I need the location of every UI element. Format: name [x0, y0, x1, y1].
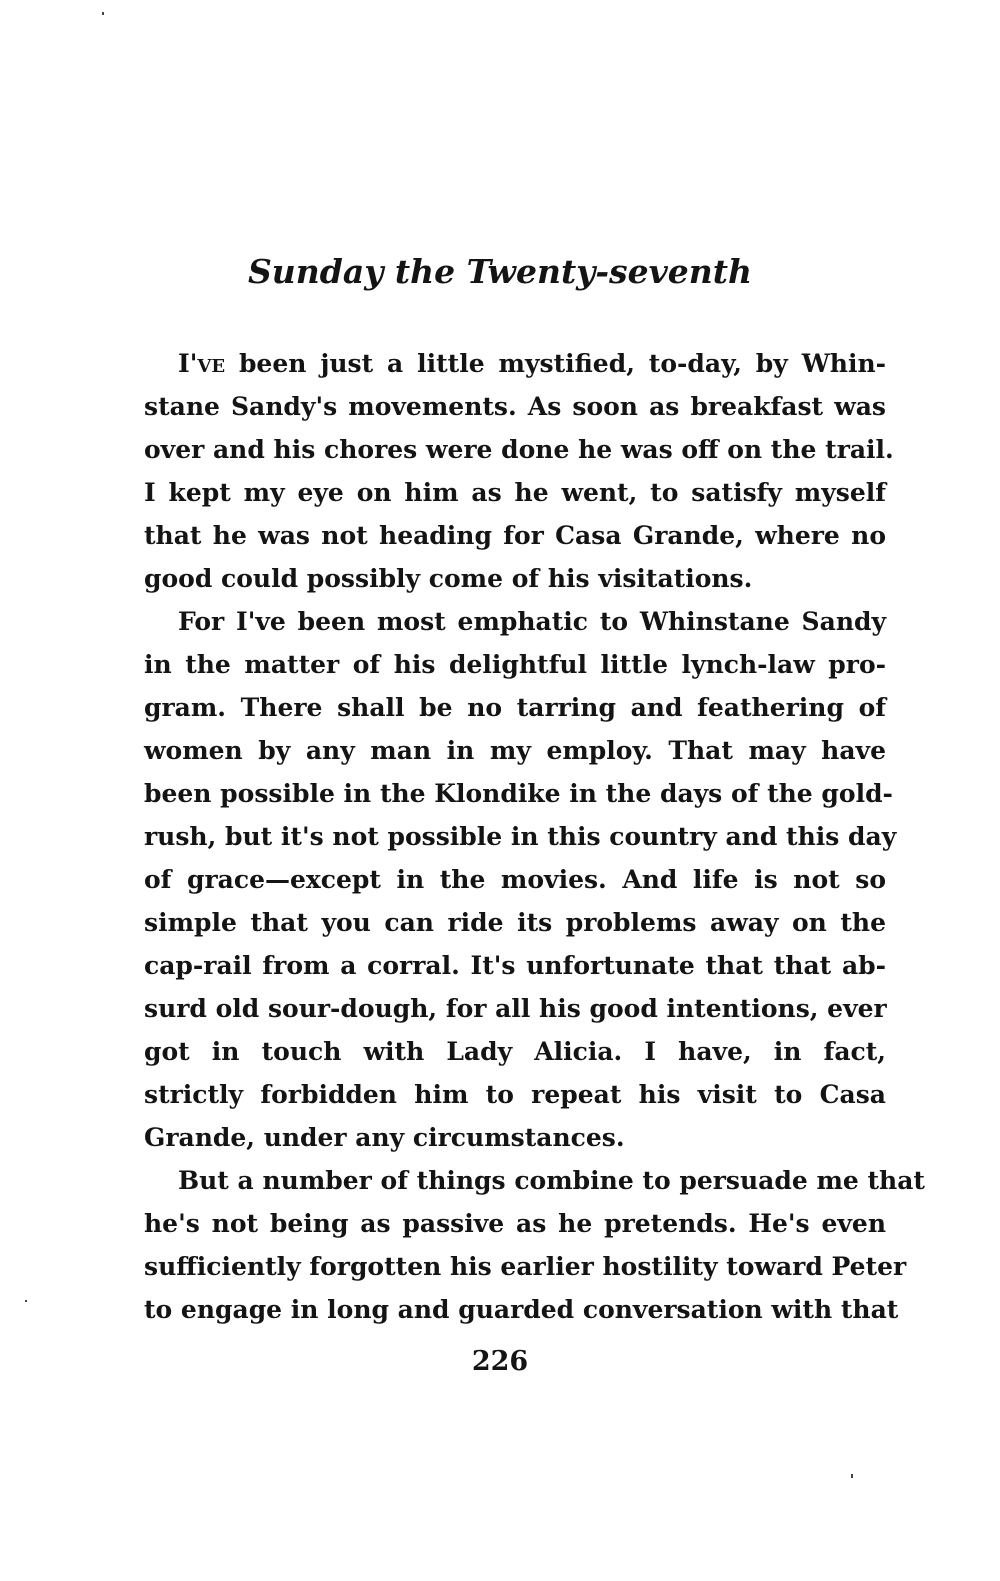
text-line: surd old sour-dough, for all his good intentions, ever [144, 994, 887, 1023]
text-line: of grace—except in the movies. And life is not so [144, 865, 886, 894]
text-line: strictly forbidden him to repeat his visit to Casa [144, 1080, 886, 1109]
text-line: gram. There shall be no tarring and feathering of [144, 693, 886, 722]
text-line: I kept my eye on him as he went, to satisfy myself [144, 478, 886, 507]
text-line: Grande, under any circumstances. [144, 1123, 625, 1152]
text-line: stane Sandy's movements. As soon as breakfast was [144, 392, 886, 421]
text-line: he's not being as passive as he pretends. He's even [144, 1209, 886, 1238]
page-number: 226 [471, 1346, 529, 1377]
text-line: women by any man in my employ. That may have [144, 736, 886, 765]
text-line: to engage in long and guarded conversation with that [144, 1295, 899, 1324]
chapter-heading: Sunday the Twenty-seventh [247, 252, 753, 291]
text-line: For I've been most emphatic to Whinstane Sandy [178, 607, 886, 636]
text-line: sufficiently forgotten his earlier hostility toward Peter [144, 1252, 907, 1281]
text-line: in the matter of his delightful little lynch-law pro- [144, 650, 886, 679]
scan-speck [102, 12, 104, 15]
text-line: over and his chores were done he was off on the trail. [144, 435, 894, 464]
text-line: been possible in the Klondike in the days of the gold- [144, 779, 893, 808]
text-line: simple that you can ride its problems away on the [144, 908, 886, 937]
text-line: rush, but it's not possible in this country and this day [144, 822, 897, 851]
scan-speck [851, 1474, 853, 1478]
text-line: But a number of things combine to persuade me that [178, 1166, 925, 1195]
text-line: good could possibly come of his visitations. [144, 564, 753, 593]
scan-speck [25, 1300, 27, 1302]
text-line: that he was not heading for Casa Grande, where no [144, 521, 886, 550]
dropcap-word: I've [178, 349, 226, 378]
text-line: cap-rail from a corral. It's unfortunate that that ab- [144, 951, 886, 980]
text-line: I've been just a little mystified, to-day, by Whin- [178, 349, 886, 378]
text-line: got in touch with Lady Alicia. I have, in fact, [144, 1037, 886, 1066]
